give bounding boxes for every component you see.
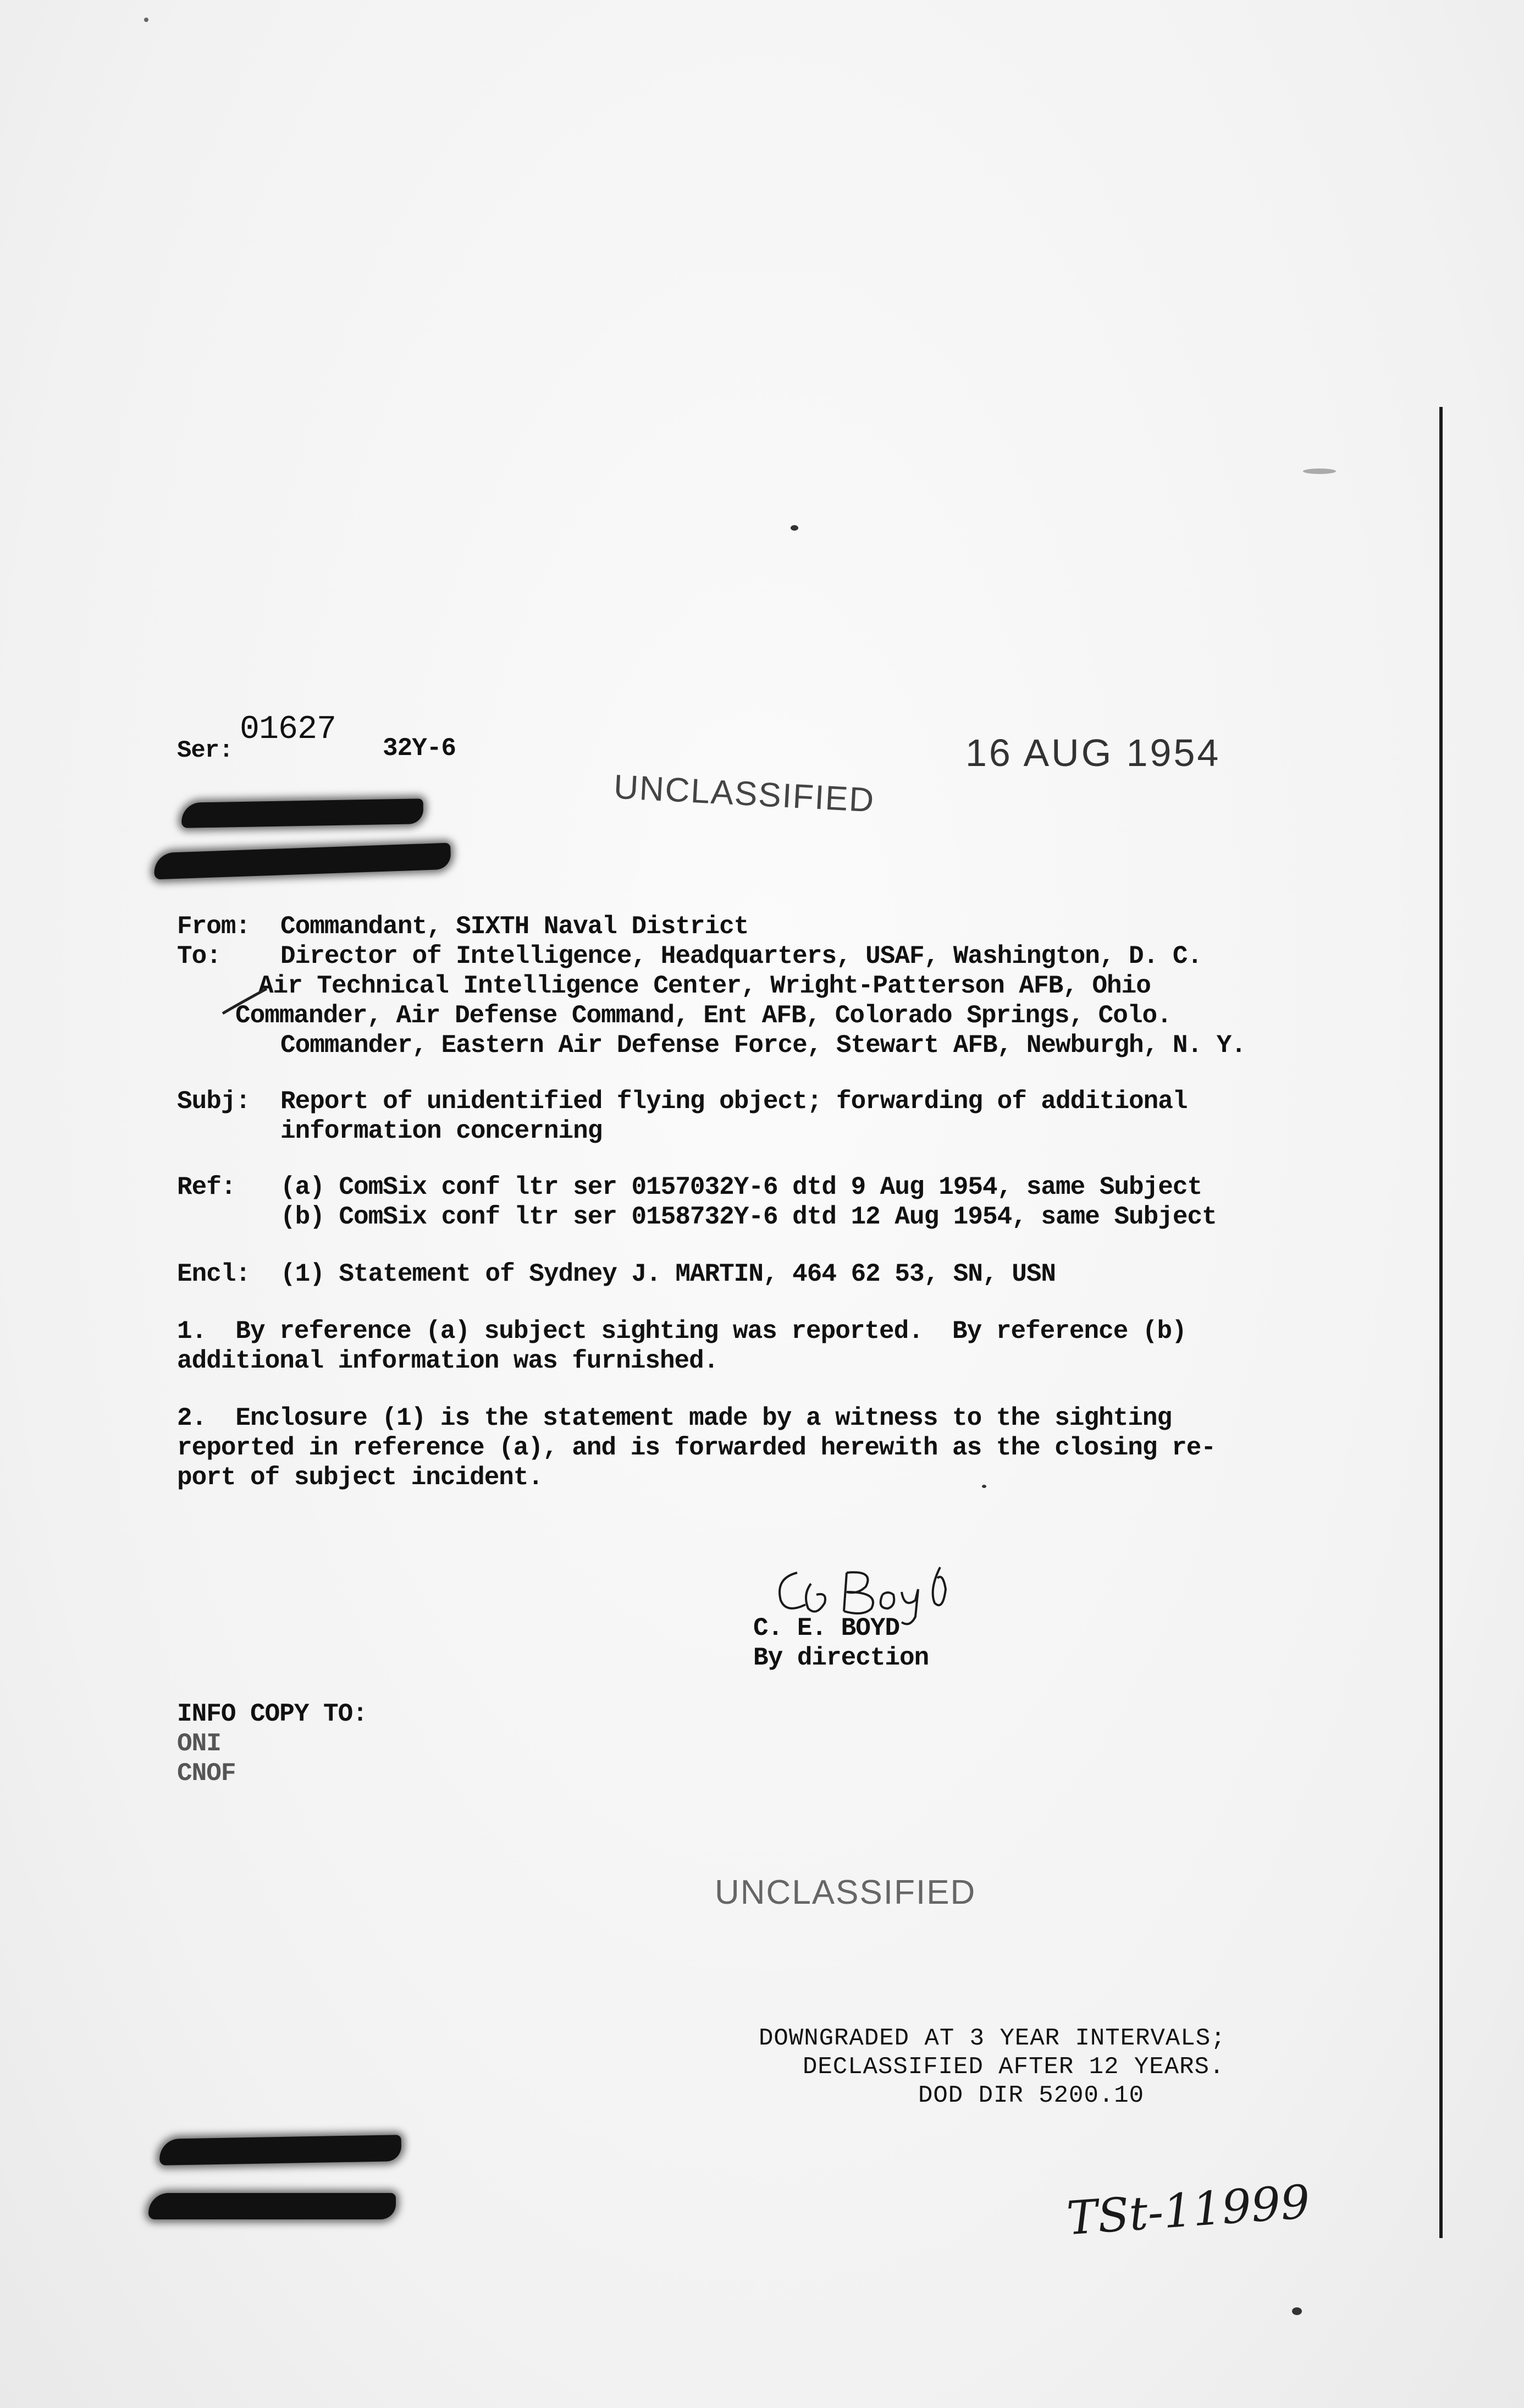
serial-label: Ser: <box>177 737 233 764</box>
right-margin-rule <box>1439 407 1443 2238</box>
paragraph-line: additional information was furnished. <box>177 1347 719 1375</box>
date-stamp: 16 AUG 1954 <box>965 731 1221 774</box>
classification-stamp-top: UNCLASSIFIED <box>612 768 876 820</box>
paragraph-line: reported in reference (a), and is forwarded herewith as the closing re- <box>177 1434 1216 1462</box>
subject-line: information concerning <box>280 1117 603 1145</box>
bleed-through-text <box>803 324 1080 349</box>
to-line: Director of Intelligence, Headquarters, USAF, Washington, D. C. <box>280 942 1202 971</box>
paragraph-line: 1. By reference (a) subject sighting was reported. By reference (b) <box>177 1317 1186 1346</box>
downgrade-line: DECLASSIFIED AFTER 12 YEARS. <box>803 2053 1225 2081</box>
to-line: Air Technical Intelligence Center, Wright-Patterson AFB, Ohio <box>258 972 1151 1000</box>
speck <box>1303 469 1336 474</box>
to-line: Commander, Eastern Air Defense Force, Stewart AFB, Newburgh, N. Y. <box>280 1031 1246 1060</box>
info-copy-line: CNOF <box>177 1759 236 1788</box>
signer-title: By direction <box>753 1644 929 1672</box>
downgrade-line: DOWNGRADED AT 3 YEAR INTERVALS; <box>759 2025 1226 2052</box>
redaction-bar <box>153 843 451 880</box>
classification-stamp-bottom: UNCLASSIFIED <box>715 1873 976 1911</box>
redaction-bar <box>159 2135 402 2165</box>
serial-number: 01627 <box>240 711 336 748</box>
info-copy-label: INFO COPY TO: <box>177 1700 367 1728</box>
enclosure-label: Encl: <box>177 1260 251 1288</box>
subject-label: Subj: <box>177 1087 251 1116</box>
speck <box>144 18 148 22</box>
serial-suffix: 32Y-6 <box>383 734 456 763</box>
to-line: Commander, Air Defense Command, Ent AFB, Colorado Springs, Colo. <box>235 1001 1172 1030</box>
speck <box>982 1485 986 1488</box>
to-label: To: <box>177 942 221 971</box>
subject-line: Report of unidentified flying object; forwarding of additional <box>280 1087 1188 1116</box>
redaction-bar <box>148 2193 396 2219</box>
info-copy-line: ONI <box>177 1729 221 1758</box>
reference-label: Ref: <box>177 1173 236 1202</box>
reference-line: (b) ComSix conf ltr ser 0158732Y-6 dtd 12 Aug 1954, same Subject <box>280 1203 1217 1231</box>
reference-line: (a) ComSix conf ltr ser 0157032Y-6 dtd 9 Aug 1954, same Subject <box>280 1173 1202 1202</box>
speck <box>791 525 798 531</box>
enclosure-value: (1) Statement of Sydney J. MARTIN, 464 62 53, SN, USN <box>280 1260 1056 1288</box>
paragraph-line: port of subject incident. <box>177 1463 543 1492</box>
handwritten-file-number: TSt-11999 <box>1065 2174 1312 2246</box>
from-label: From: <box>177 912 251 941</box>
redaction-bar <box>181 798 424 828</box>
signer-name: C. E. BOYD <box>753 1614 900 1643</box>
downgrade-line: DOD DIR 5200.10 <box>918 2082 1145 2109</box>
speck <box>1292 2307 1302 2315</box>
paragraph-line: 2. Enclosure (1) is the statement made by a witness to the sighting <box>177 1404 1172 1432</box>
from-value: Commandant, SIXTH Naval District <box>280 912 749 941</box>
